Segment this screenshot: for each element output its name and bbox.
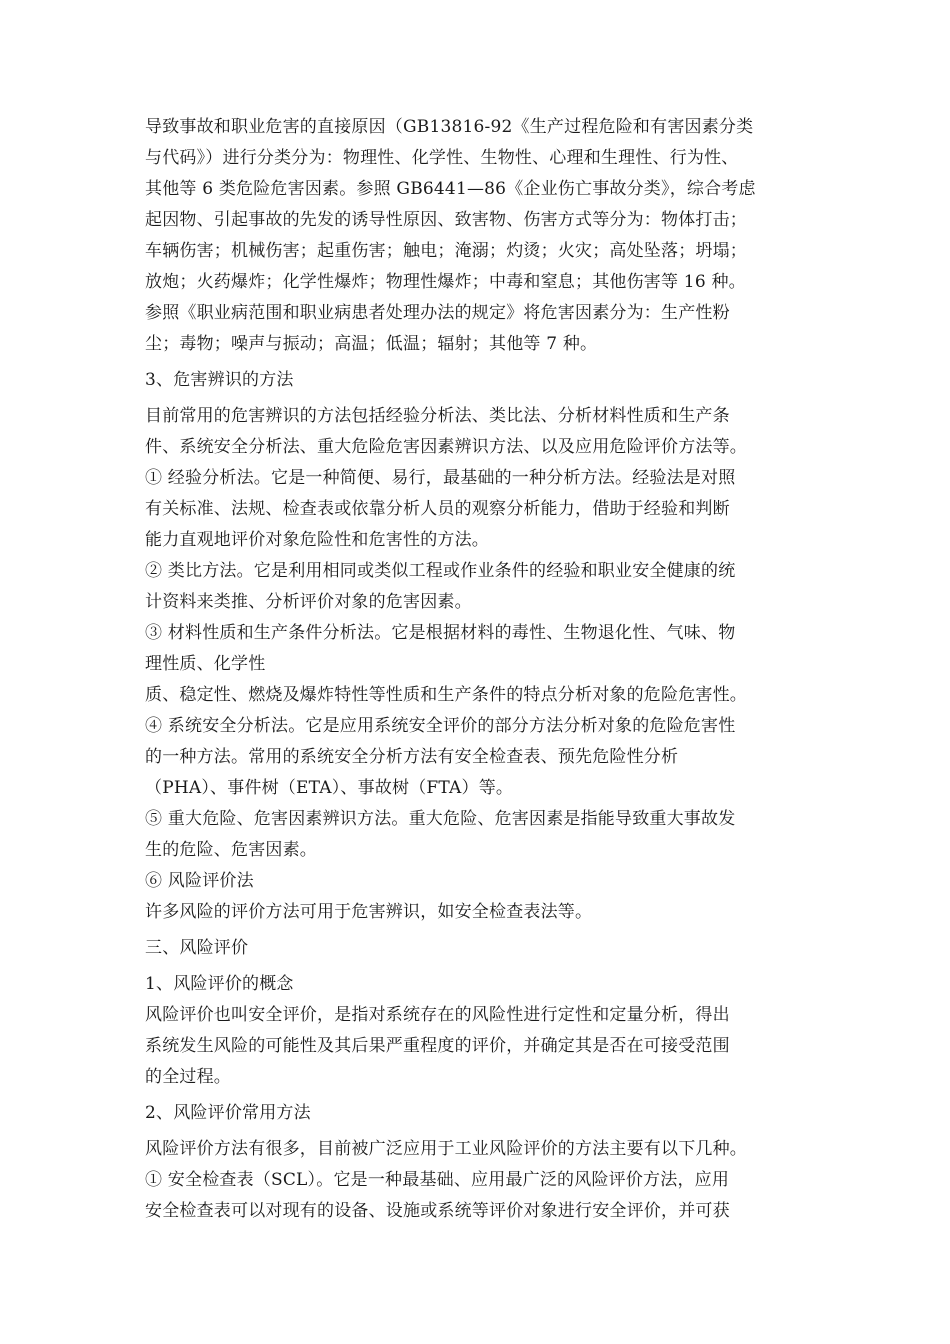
text-line: 许多风险的评价方法可用于危害辨识，如安全检查表法等。 — [145, 902, 593, 922]
text-line: 的一种方法。常用的系统安全分析方法有安全检查表、预先危险性分析 — [145, 747, 679, 767]
text-line: 与代码》）进行分类分为：物理性、化学性、生物性、心理和生理性、行为性、 — [145, 148, 739, 168]
text-line: 理性质、化学性 — [145, 654, 266, 674]
subsection-heading: 1、风险评价的概念 — [145, 974, 294, 994]
text-line: ⑤ 重大危险、危害因素辨识方法。重大危险、危害因素是指能导致重大事故发 — [145, 809, 736, 829]
text-line: ② 类比方法。它是利用相同或类似工程或作业条件的经验和职业安全健康的统 — [145, 561, 736, 581]
text-line: 车辆伤害；机械伤害；起重伤害；触电；淹溺；灼烫；火灾；高处坠落；坍塌； — [145, 241, 747, 261]
text-line: 能力直观地评价对象危险性和危害性的方法。 — [145, 530, 489, 550]
text-line: 件、系统安全分析法、重大危险危害因素辨识方法、以及应用危险评价方法等。 — [145, 437, 747, 457]
text-line: ⑥ 风险评价法 — [145, 871, 254, 891]
text-line: 目前常用的危害辨识的方法包括经验分析法、类比法、分析材料性质和生产条 — [145, 406, 730, 426]
text-line: 计资料来类推、分析评价对象的危害因素。 — [145, 592, 472, 612]
text-line: 质、稳定性、燃烧及爆炸特性等性质和生产条件的特点分析对象的危险危害性。 — [145, 685, 747, 705]
section-heading: 三、风险评价 — [145, 938, 249, 958]
text-line: 放炮；火药爆炸；化学性爆炸；物理性爆炸；中毒和窒息；其他伤害等 16 种。 — [145, 272, 746, 292]
section-heading: 3、危害辨识的方法 — [145, 370, 294, 390]
text-line: 尘；毒物；噪声与振动；高温；低温；辐射；其他等 7 种。 — [145, 334, 598, 354]
text-line: ① 安全检查表（SCL）。它是一种最基础、应用最广泛的风险评价方法，应用 — [145, 1170, 730, 1190]
text-line: 风险评价方法有很多，目前被广泛应用于工业风险评价的方法主要有以下几种。 — [145, 1139, 747, 1159]
text-line: 导致事故和职业危害的直接原因（GB13816-92《生产过程危险和有害因素分类 — [145, 117, 754, 137]
document-body — [145, 112, 815, 1227]
text-line: （PHA）、事件树（ETA）、事故树（FTA）等。 — [145, 778, 514, 798]
text-line: 风险评价也叫安全评价，是指对系统存在的风险性进行定性和定量分析，得出 — [145, 1005, 730, 1025]
text-line: 的全过程。 — [145, 1067, 231, 1087]
text-line: ③ 材料性质和生产条件分析法。它是根据材料的毒性、生物退化性、气味、物 — [145, 623, 736, 643]
text-line: ④ 系统安全分析法。它是应用系统安全评价的部分方法分析对象的危险危害性 — [145, 716, 736, 736]
text-line: 其他等 6 类危险危害因素。参照 GB6441—86《企业伤亡事故分类》，综合考虑 — [145, 179, 756, 199]
text-line: 安全检查表可以对现有的设备、设施或系统等评价对象进行安全评价，并可获 — [145, 1201, 730, 1221]
text-line: 系统发生风险的可能性及其后果严重程度的评价，并确定其是否在可接受范围 — [145, 1036, 730, 1056]
text-line: 生的危险、危害因素。 — [145, 840, 317, 860]
text-line: 起因物、引起事故的先发的诱导性原因、致害物、伤害方式等分为：物体打击； — [145, 210, 747, 230]
text-line: 有关标准、法规、检查表或依靠分析人员的观察分析能力，借助于经验和判断 — [145, 499, 730, 519]
text-line: ① 经验分析法。它是一种简便、易行，最基础的一种分析方法。经验法是对照 — [145, 468, 736, 488]
text-line: 参照《职业病范围和职业病患者处理办法的规定》将危害因素分为：生产性粉 — [145, 303, 730, 323]
subsection-heading: 2、风险评价常用方法 — [145, 1103, 311, 1123]
